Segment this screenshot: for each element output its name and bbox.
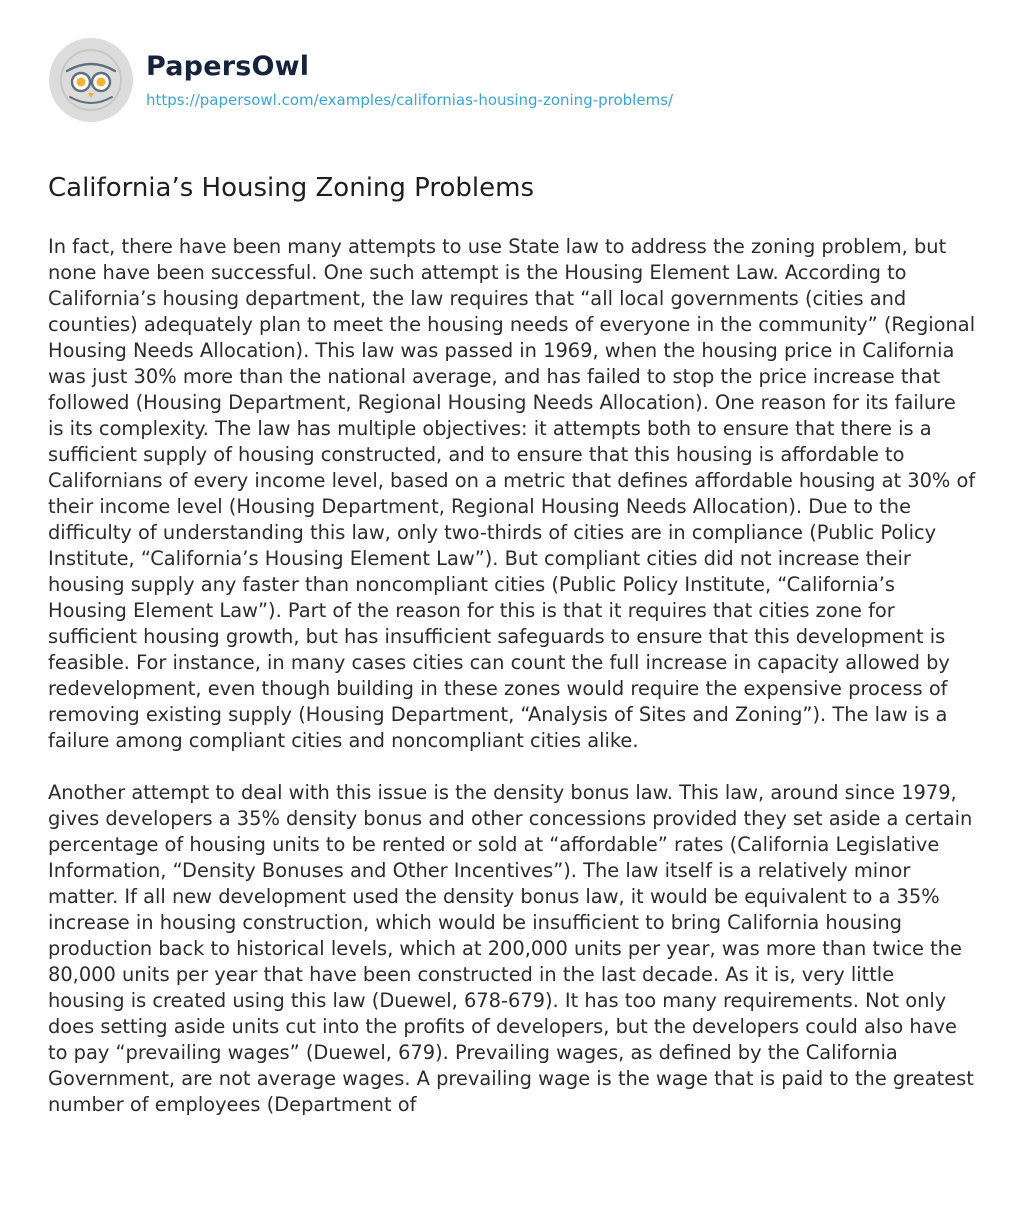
source-url-link[interactable]: https://papersowl.com/examples/californias-housing-zoning-problems/ bbox=[146, 91, 674, 109]
essay-paragraph: Another attempt to deal with this issue is the density bonus law. This law, around since 1979, gives developers a 35% density bonus and other concessions provided they set aside a certain percentage of housing units to be rented or sold at “affordable” rates (California Legislative Information, “Density Bonuses and Other Incentives”). The law itself is a relatively minor matter. If all new development used the density bonus law, it would be equivalent to a 35% increase in housing construction, which would be insufficient to bring California housing production back to historical levels, which at 200,000 units per year, was more than twice the 80,000 units per year that have been constructed in the last decade. As it is, very little housing is created using this law (Duewel, 678-679). It has too many requirements. Not only does setting aside units cut into the profits of developers, but the developers could also have to pay “prevailing wages” (Duewel, 679). Prevailing wages, as defined by the California Government, are not average wages. A prevailing wage is the wage that is paid to the greatest number of employees (Department of bbox=[48, 781, 974, 1116]
brand-name[interactable]: PapersOwl bbox=[146, 51, 310, 82]
essay-body bbox=[48, 234, 976, 1144]
site-header bbox=[48, 30, 673, 130]
essay-title: California’s Housing Zoning Problems bbox=[48, 173, 535, 203]
brand-block bbox=[146, 51, 673, 109]
essay-paragraph: In fact, there have been many attempts to use State law to address the zoning problem, but none have been successful. One such attempt is the Housing Element Law. According to California’s housing department, the law requires that “all local governments (cities and counties) adequately plan to meet the housing needs of everyone in the community” (Regional Housing Needs Allocation). This law was passed in 1969, when the housing price in California was just 30% more than the national average, and has failed to stop the price increase that followed (Housing Department, Regional Housing Needs Allocation). One reason for its failure is its complexity. The law has multiple objectives: it attempts both to ensure that there is a sufficient supply of housing constructed, and to ensure that this housing is affordable to Californians of every income level, based on a metric that defines affordable housing at 30% of their income level (Housing Department, Regional Housing Needs Allocation). Due to the difficulty of understanding this law, only two-thirds of cities are in compliance (Public Policy Institute, “California’s Housing Element Law”). But compliant cities did not increase their housing supply any faster than noncompliant cities (Public Policy Institute, “California’s Housing Element Law”). Part of the reason for this is that it requires that cities zone for sufficient housing growth, but has insufficient safeguards to ensure that this development is feasible. For instance, in many cases cities can count the full increase in capacity allowed by redevelopment, even though building in these zones would require the expensive process of removing existing supply (Housing Department, “Analysis of Sites and Zoning”). The law is a failure among compliant cities and noncompliant cities alike. bbox=[48, 235, 976, 752]
owl-logo-icon bbox=[48, 37, 134, 123]
